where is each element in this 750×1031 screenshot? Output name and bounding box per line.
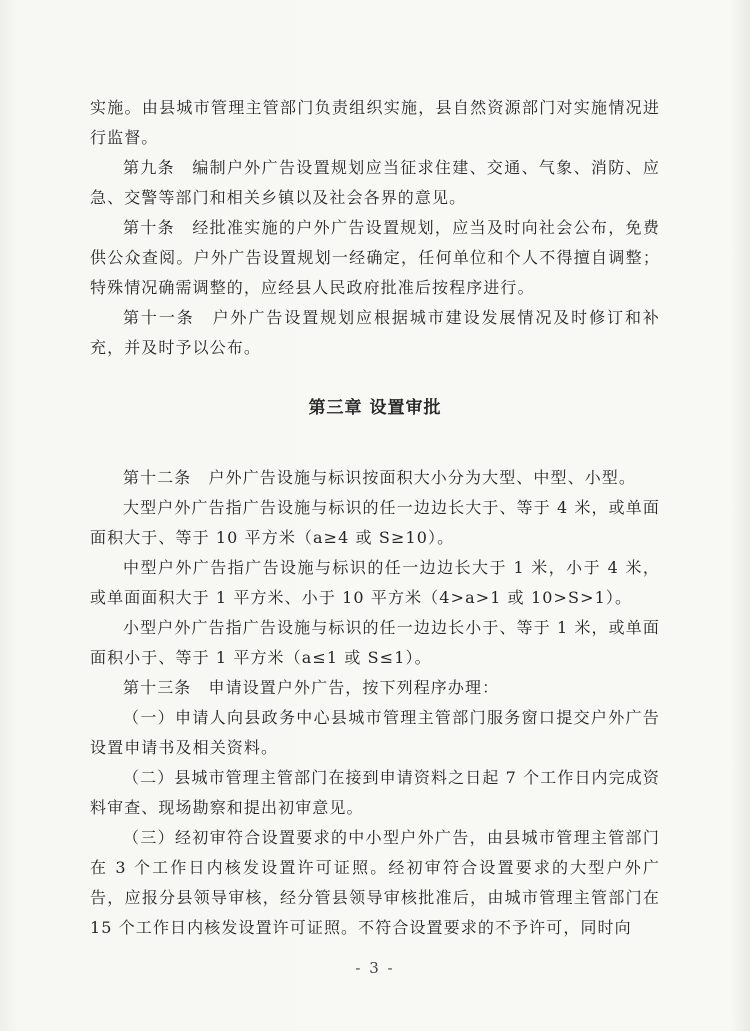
paragraph-step-2: （二）县城市管理主管部门在接到申请资料之日起 7 个工作日内完成资料审查、现场勘察和提出初审意见。 [90, 768, 660, 817]
chapter-heading: 第三章 设置审批 [308, 398, 442, 418]
paragraph-article-12: 第十二条 户外广告设施与标识按面积大小分为大型、中型、小型。 [123, 468, 637, 487]
paragraph-article-9: 第九条 编制户外广告设置规划应当征求住建、交通、气象、消防、应急、交警等部门和相关乡镇以及社会各界的意见。 [90, 158, 660, 207]
paragraph-article-10: 第十条 经批准实施的户外广告设置规划，应当及时向社会公布，免费供公众查阅。户外广告设置规划一经确定，任何单位和个人不得擅自调整；特殊情况确需调整的，应经县人民政府批准后按程序进行。 [90, 218, 660, 297]
paragraph-article-13: 第十三条 申请设置户外广告，按下列程序办理： [123, 678, 500, 697]
paragraph-continuation: 实施。由县城市管理主管部门负责组织实施，县自然资源部门对实施情况进行监督。 [90, 98, 660, 147]
paragraph-medium-ad: 中型户外广告指广告设施与标识的任一边边长大于 1 米，小于 4 米，或单面面积大于 1 平方米、小于 10 平方米（4>a>1 或 10>S>1）。 [90, 558, 660, 607]
paragraph-step-3: （三）经初审符合设置要求的中小型户外广告，由县城市管理主管部门在 3 个工作日内核发设置许可证照。经初审符合设置要求的大型户外广告，应报分县领导审核，经分管县领导审核批准后，由城市管理主管部门在 15 个工作日内核发设置许可证照。不符合设置要求的不予许可，同时向 [90, 828, 660, 937]
paragraph-small-ad: 小型户外广告指广告设施与标识的任一边边长小于、等于 1 米，或单面面积小于、等于 1 平方米（a≤1 或 S≤1）。 [90, 618, 660, 667]
paragraph-step-1: （一）申请人向县政务中心县城市管理主管部门服务窗口提交户外广告设置申请书及相关资料。 [90, 708, 660, 757]
paragraph-article-11: 第十一条 户外广告设置规划应根据城市建设发展情况及时修订和补充，并及时予以公布。 [90, 308, 660, 357]
document-body [90, 93, 660, 943]
page-number: - 3 - [355, 959, 395, 977]
paragraph-large-ad: 大型户外广告指广告设施与标识的任一边边长大于、等于 4 米，或单面面积大于、等于 10 平方米（a≥4 或 S≥10）。 [90, 498, 660, 547]
